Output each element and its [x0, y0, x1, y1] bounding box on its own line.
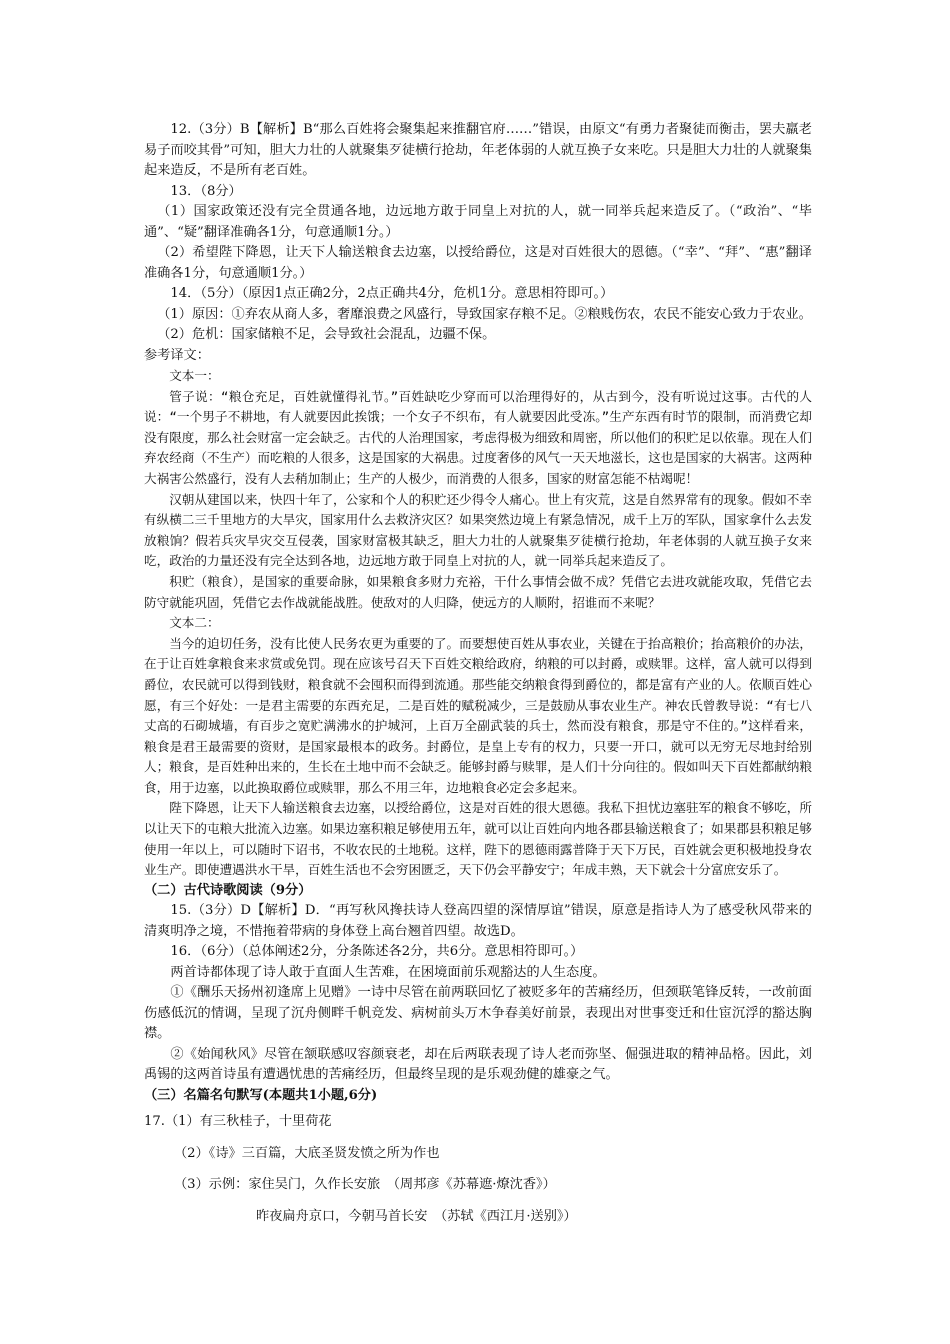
q16-paragraph: ①《酬乐天扬州初逢席上见赠》一诗中尽管在前两联回忆了被贬多年的苦痛经历，但颈联笔锋反转，一改前面伤感低沉的情调，呈现了沉舟侧畔千帆竞发、病树前头万木争春美好前景，表现出对世事变迁和仕宦沉浮的豁达胸襟。 — [144, 985, 812, 1042]
text2-title: 文本二： — [169, 615, 220, 631]
reference-translation — [144, 366, 812, 881]
q12-answer: 12.（3分）B【解析】B“那么百姓将会聚集起来推翻官府……”错误，由原文“有勇力者聚徒而衡击，罢夫羸老易子而咬其骨”可知，胆大力壮的人就聚集歹徒横行抢劫，年老体弱的人就互换子女来吃。只是胆大力壮的人就聚集起来造反，不是所有老百姓。 — [144, 122, 812, 178]
text1-paragraph: 积贮（粮食），是国家的重要命脉，如果粮食多财力充裕，干什么事情会做不成？凭借它去进攻就能攻取，凭借它去防守就能巩固，凭借它去作战就能战胜。使敌对的人归降，使远方的人顺附，招谁而不来呢？ — [144, 573, 812, 610]
section2-heading: （二）古代诗歌阅读（9分） — [144, 882, 312, 898]
section3-heading: （三）名篇名句默写(本题共1小题,6分) — [144, 1087, 378, 1103]
q13-heading: 13．（8分） — [170, 183, 242, 199]
reference-translation-title: 参考译文： — [144, 347, 210, 363]
text1-title: 文本一： — [169, 368, 220, 383]
q17-line: 17.（1）有三秋桂子，十里荷花 — [144, 1114, 332, 1130]
q14-part1: （1）原因：①弃农从商人多，奢靡浪费之风盛行，导致国家存粮不足。②粮贱伤农，农民不能安心致力于农业。 — [157, 306, 812, 322]
q17-answers — [144, 1112, 812, 1227]
text1-paragraph: 汉朝从建国以来，快四十年了，公家和个人的积贮还少得令人痛心。世上有灾荒，这是自然界常有的现象。假如不幸有纵横二三千里地方的大旱灾，国家用什么去救济灾区？如果突然边境上有紧急情况，成千上万的军队，国家拿什么去发放粮饷？假若兵灾旱灾交互侵袭，国家财富极其缺乏，胆大力壮的人就聚集歹徒横行抢劫，年老体弱的人就互换子女来吃，政治的力量还没有完全达到各地，边远地方敢于同皇上对抗的人，就一同举兵起来造反了。 — [144, 491, 812, 569]
q16-paragraph: 两首诗都体现了诗人敢于直面人生苦难，在困境面前乐观豁达的人生态度。 — [170, 964, 606, 980]
q13-part2: （2）希望陛下降恩，让天下人输送粮食去边塞，以授给爵位，这是对百姓很大的恩德。（“幸”、“拜”、“惠”翻译准确各1分，句意通顺1分。） — [144, 245, 812, 281]
q16-paragraph: ②《始闻秋风》尽管在颔联感叹容颜衰老，却在后两联表现了诗人老而弥坚、倔强进取的精神品格。因此，刘禹锡的这两首诗虽有遭遇忧患的苦痛经历，但最终呈现的是乐观劲健的雄豪之气。 — [144, 1046, 812, 1083]
q14-heading: 14．（5分）（原因1点正确2分，2点正确共4分，危机1分。意思相符即可。） — [170, 286, 614, 301]
text2-paragraph: 当今的迫切任务，没有比使人民务农更为重要的了。而要想使百姓从事农业，关键在于抬高粮价；抬高粮价的办法，在于让百姓拿粮食来求赏或免罚。现在应该号召天下百姓交粮给政府，纳粮的可以封爵，或赎罪。这样，富人就可以得到爵位，农民就可以得到钱财，粮食就不会囤积而得到流通。那些能交纳粮食得到爵位的，都是富有产业的人。依顺百姓心愿，有三个好处：一是君主需要的东西充足，二是百姓的赋税减少，三是鼓励从事农业生产。神农氏曾教导说：“有七八丈高的石砌城墙，有百步之宽贮满沸水的护城河，上百万全副武装的兵士，然而没有粮食，那是守不住的。”这样看来，粮食是君王最需要的资财，是国家最根本的政务。封爵位，是皇上专有的权力，只要一开口，就可以无穷无尽地封给别人；粮食，是百姓种出来的，生长在土地中而不会缺乏。能够封爵与赎罪，是人们十分向往的。假如叫天下百姓都献纳粮食，用于边塞，以此换取爵位或赎罪，那么不用三年，边地粮食必定会多起来。 — [144, 635, 812, 795]
q16-heading: 16．（6分）（总体阐述2分，分条陈述各2分，共6分。意思相符即可。） — [170, 944, 584, 960]
text1-paragraph: 管子说：“粮仓充足，百姓就懂得礼节。”百姓缺吃少穿而可以治理得好的，从古到今，没有听说过这事。古代的人说：“一个男子不耕地，有人就要因此挨饿；一个女子不织布，有人就要因此受冻。”生产东西有时节的限制，而消费它却没有限度，那么社会财富一定会缺乏。古代的人治理国家，考虑得极为细致和周密，所以他们的积贮足以依靠。现在人们弃农经商（不生产）而吃粮的人很多，这是国家的大祸患。过度奢侈的风气一天天地滋长，这也是国家的大祸害。这两种大祸害公然盛行，没有人去稍加制止；生产的人极少，而消费的人很多，国家的财富怎能不枯竭呢！ — [144, 388, 812, 486]
q14-part2: （2）危机：国家储粮不足，会导致社会混乱，边疆不保。 — [157, 327, 496, 342]
q15-answer: 15.（3分）D【解析】D．“再写秋风搀扶诗人登高四望的深情厚谊”错误，原意是指诗人为了感受秋风带来的清爽明净之境，不惜拖着带病的身体登上高台翘首四望。故选D。 — [144, 903, 812, 939]
q17-line: （3）示例：家住吴门，久作长安旅 （周邦彦《苏幕遮·燎沈香》） — [174, 1177, 556, 1193]
answer-page — [144, 120, 812, 1238]
q13-part1: （1）国家政策还没有完全贯通各地，边远地方敢于同皇上对抗的人，就一同举兵起来造反了。（“政治”、“毕通”、“疑”翻译准确各1分，句意通顺1分。） — [144, 204, 812, 240]
q17-line: 昨夜扁舟京口，今朝马首长安 （苏轼《西江月·送别》） — [256, 1208, 577, 1224]
q17-line: （2）《诗》三百篇，大底圣贤发愤之所为作也 — [174, 1145, 440, 1161]
text2-paragraph: 陛下降恩，让天下人输送粮食去边塞，以授给爵位，这是对百姓的很大恩德。我私下担忧边塞驻军的粮食不够吃，所以让天下的屯粮大批流入边塞。如果边塞积粮足够使用五年，就可以让百姓向内地各郡县输送粮食了；如果郡县积粮足够使用一年以上，可以随时下诏书，不收农民的土地税。这样，陛下的恩德雨露普降于天下万民，百姓就会更积极地投身农业生产。即使遭遇洪水干旱，百姓生活也不会穷困匮乏，天下仍会平静安宁；年成丰熟，天下就会十分富庶安乐了。 — [144, 800, 812, 878]
